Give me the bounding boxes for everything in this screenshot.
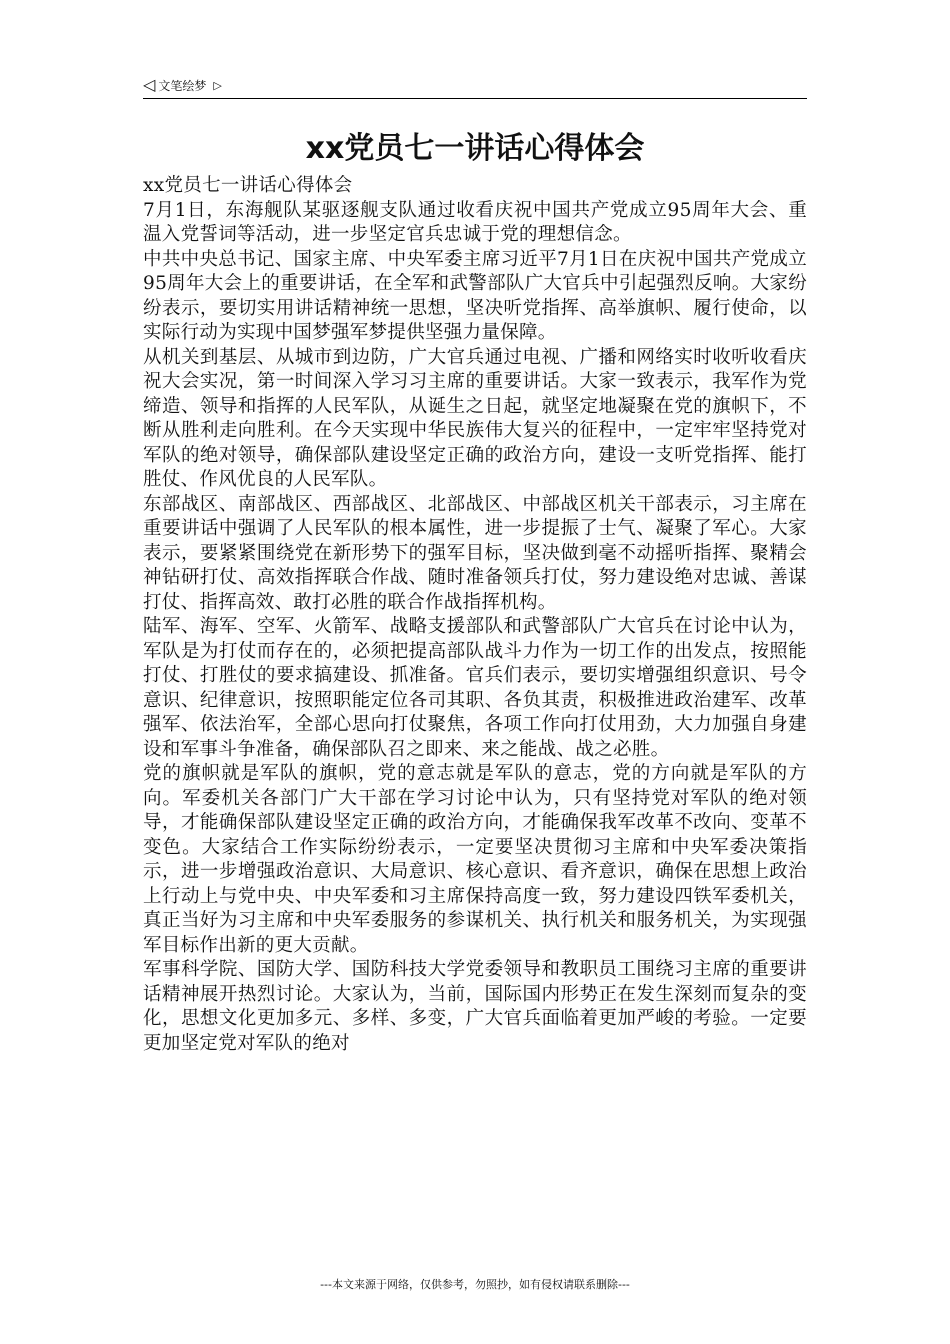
left-triangle-icon: ◁ [143,75,156,94]
page-footer-disclaimer: ---本文来源于网络，仅供参考，勿照抄，如有侵权请联系删除--- [320,1278,630,1291]
paragraph: 陆军、海军、空军、火箭军、战略支援部队和武警部队广大官兵在讨论中认为，军队是为打仗而存在的，必须把提高部队战斗力作为一切工作的出发点，按照能打仗、打胜仗的要求搞建设、抓准备。官兵们表示，要切实增强组织意识、号令意识、纪律意识，按照职能定位各司其职、各负其责，积极推进政治建军、改革强军、依法治军，全部心思向打仗聚焦，各项工作向打仗用劲，大力加强自身建设和军事斗争准备，确保部队召之即来、来之能战、战之必胜。 [143,616,807,760]
paragraph: 中共中央总书记、国家主席、中央军委主席习近平7月1日在庆祝中国共产党成立95周年大会上的重要讲话，在全军和武警部队广大官兵中引起强烈反响。大家纷纷表示，要切实用讲话精神统一思想，坚决听党指挥、高举旗帜、履行使命，以实际行动为实现中国梦强军梦提供坚强力量保障。 [143,248,807,343]
header-label: 文笔绘梦 [158,78,207,93]
page-header [143,74,807,96]
paragraph: 从机关到基层、从城市到边防，广大官兵通过电视、广播和网络实时收听收看庆祝大会实况，第一时间深入学习习主席的重要讲话。大家一致表示，我军作为党缔造、领导和指挥的人民军队，从诞生之日起，就坚定地凝聚在党的旗帜下，不断从胜利走向胜利。在今天实现中华民族伟大复兴的征程中，一定牢牢坚持党对军队的绝对领导，确保部队建设坚定正确的政治方向，建设一支听党指挥、能打胜仗、作风优良的人民军队。 [143,346,807,490]
document-title: xx党员七一讲话心得体会 [305,131,645,166]
paragraph: 党的旗帜就是军队的旗帜，党的意志就是军队的意志，党的方向就是军队的方向。军委机关各部门广大干部在学习讨论中认为，只有坚持党对军队的绝对领导，才能确保部队建设坚定正确的政治方向，才能确保我军改革不改向、变革不变色。大家结合工作实际纷纷表示，一定要坚决贯彻习主席和中央军委决策指示，进一步增强政治意识、大局意识、核心意识、看齐意识，确保在思想上政治上行动上与党中央、中央军委和习主席保持高度一致，努力建设四铁军委机关，真正当好为习主席和中央军委服务的参谋机关、执行机关和服务机关，为实现强军目标作出新的更大贡献。 [143,763,807,956]
header-divider [143,98,807,99]
paragraph: xx党员七一讲话心得体会 [143,175,353,196]
paragraph: 7月1日，东海舰队某驱逐舰支队通过收看庆祝中国共产党成立95周年大会、重温入党誓词等活动，进一步坚定官兵忠诚于党的理想信念。 [143,199,807,245]
paragraph: 东部战区、南部战区、西部战区、北部战区、中部战区机关干部表示，习主席在重要讲话中强调了人民军队的根本属性，进一步提振了士气、凝聚了军心。大家表示，要紧紧围绕党在新形势下的强军目标，坚决做到毫不动摇听指挥、聚精会神钻研打仗、高效指挥联合作战、随时准备领兵打仗，努力建设绝对忠诚、善谋打仗、指挥高效、敢打必胜的联合作战指挥机构。 [143,493,807,613]
paragraph: 军事科学院、国防大学、国防科技大学党委领导和教职员工围绕习主席的重要讲话精神展开热烈讨论。大家认为，当前，国际国内形势正在发生深刻而复杂的变化，思想文化更加多元、多样、多变，广大官兵面临着更加严峻的考验。一定要更加坚定党对军队的绝对 [143,959,807,1054]
right-triangle-icon: ▷ [213,78,222,92]
document-body [143,174,807,1228]
